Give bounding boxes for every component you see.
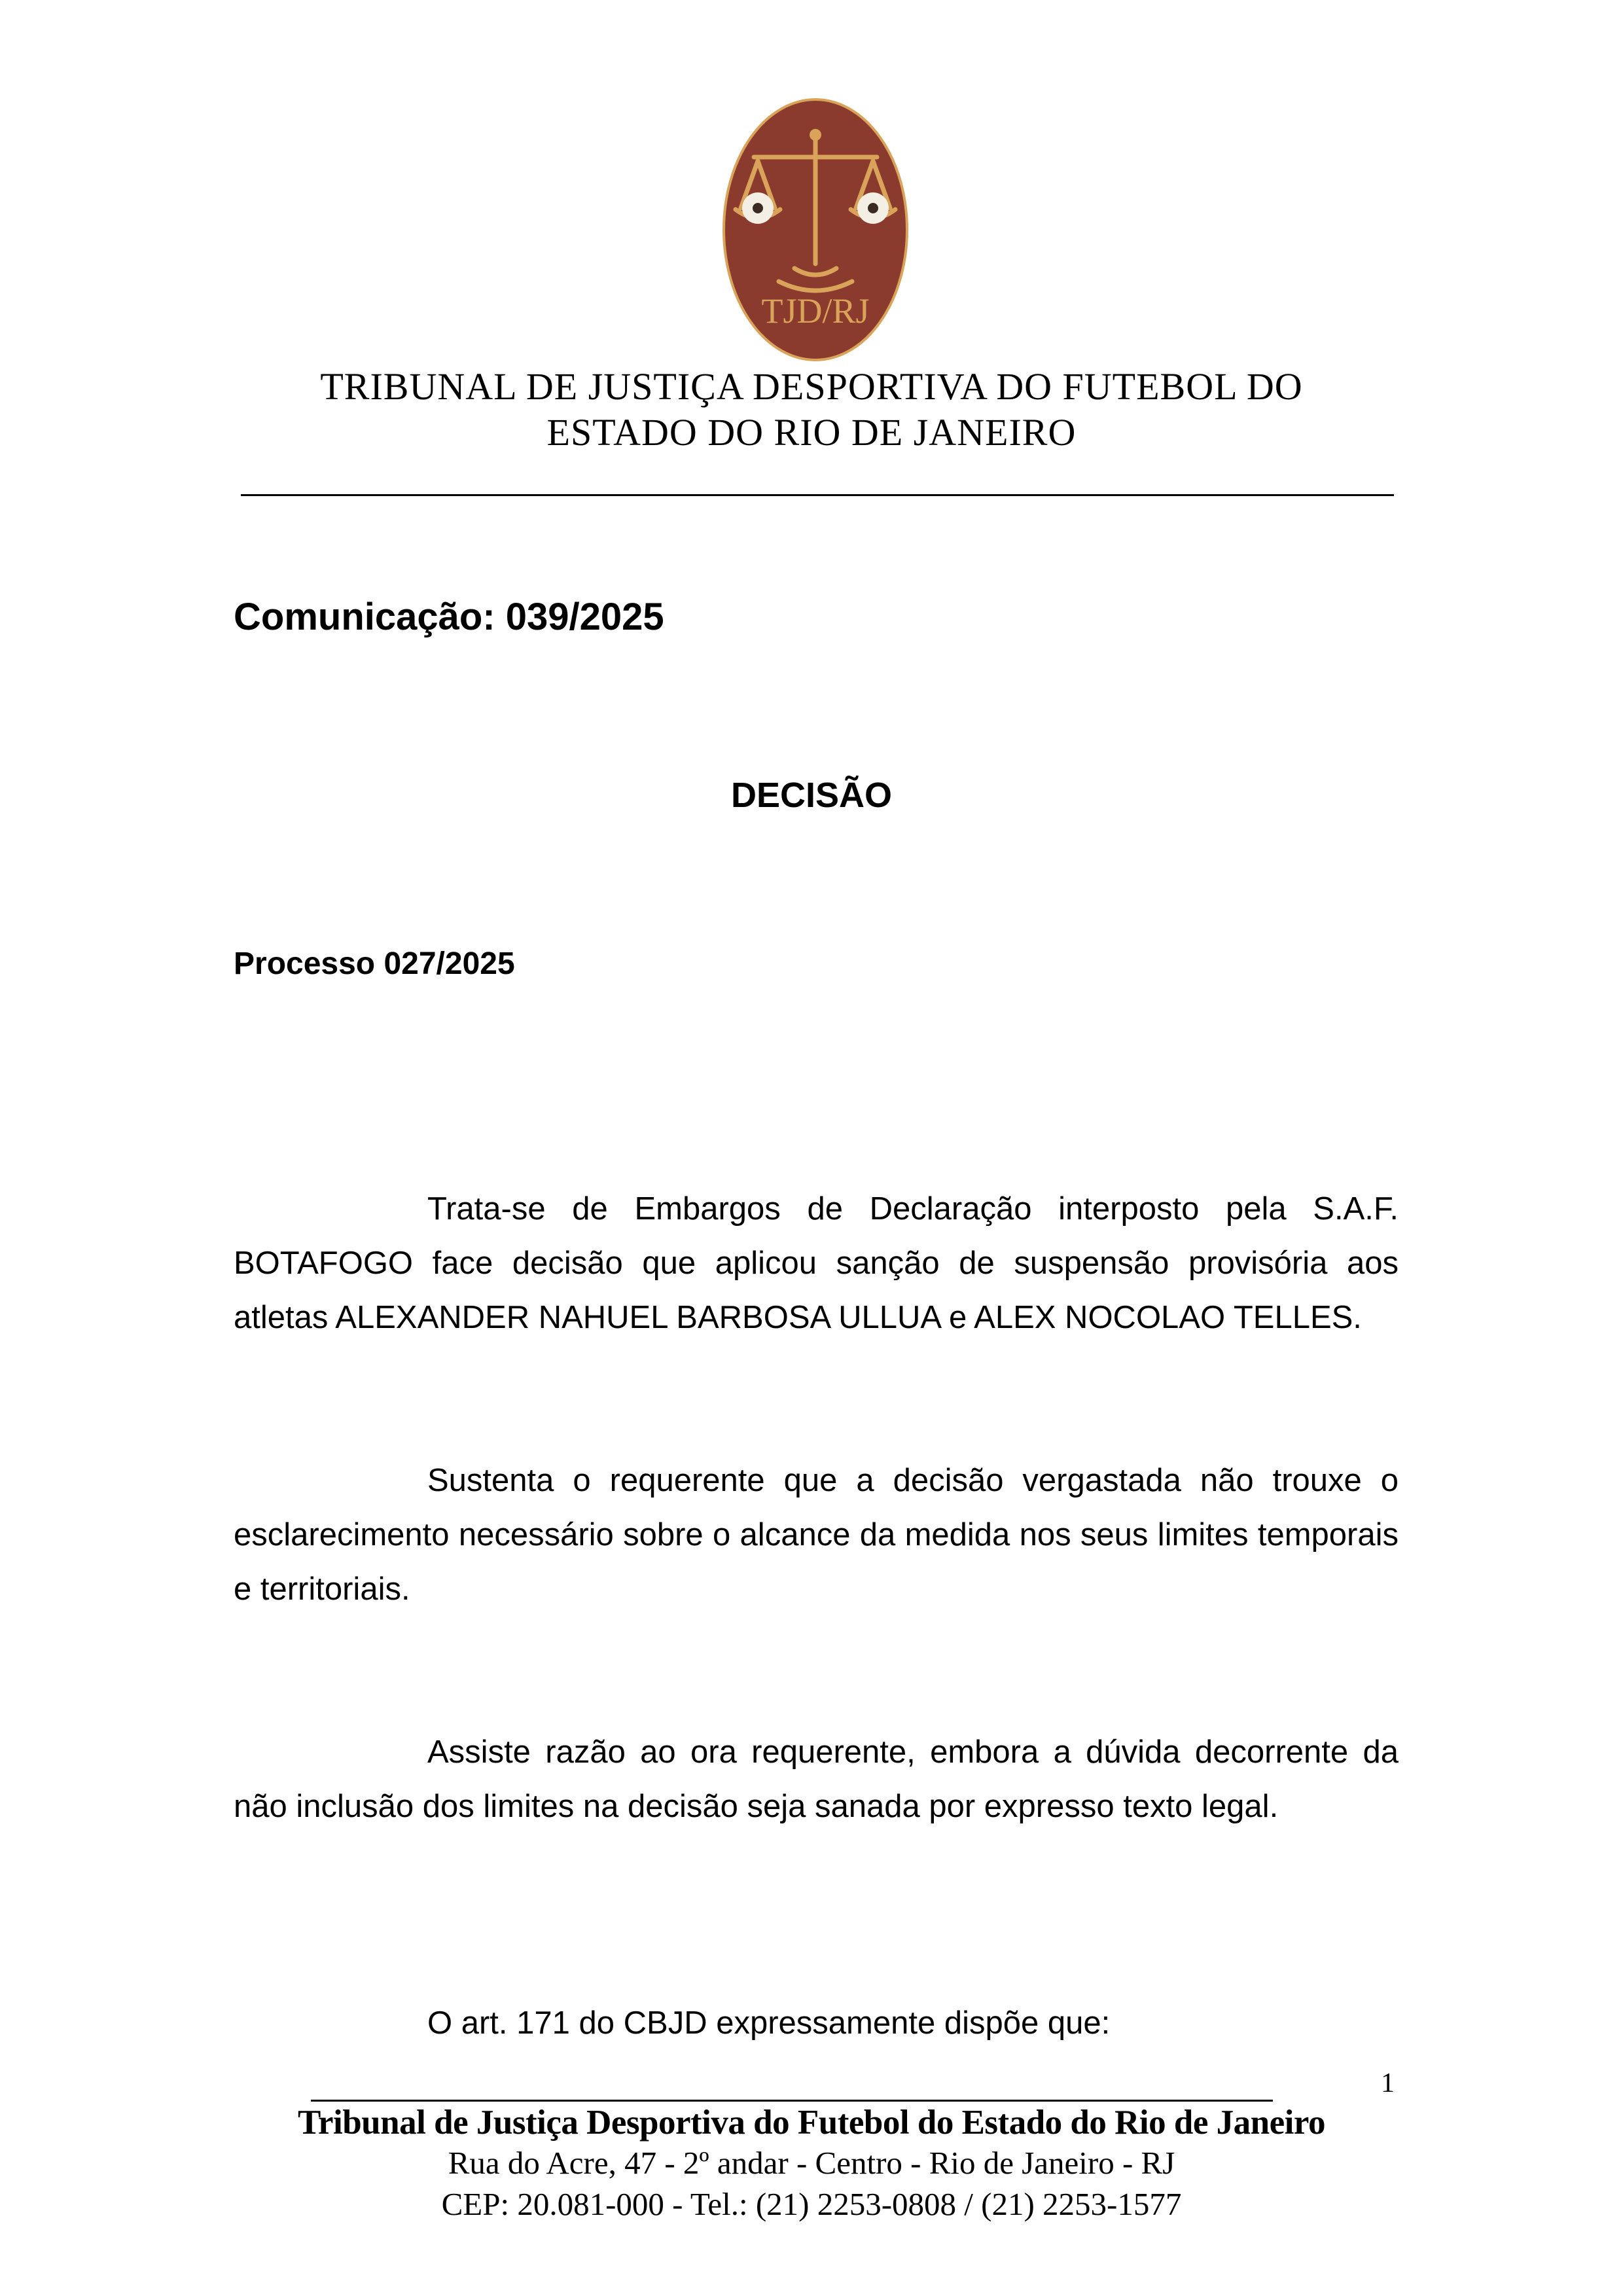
footer-contact: CEP: 20.081-000 - Tel.: (21) 2253-0808 / (21) 2253-1577 <box>441 2186 1182 2222</box>
page-number: 1 <box>1381 2068 1395 2098</box>
paragraph: Assiste razão ao ora requerente, embora a dúvida decorrente da não inclusão dos limites na decisão seja sanada por expresso texto legal. <box>234 1734 1399 1824</box>
footer-address: Rua do Acre, 47 - 2º andar - Centro - Rio de Janeiro - RJ <box>448 2145 1175 2181</box>
communication-number: Comunicação: 039/2025 <box>234 596 664 638</box>
paragraph: Sustenta o requerente que a decisão vergastada não trouxe o esclarecimento necessário sobre o alcance da medida nos seus limites temporais e territoriais. <box>234 1463 1399 1607</box>
header-title-line2: ESTADO DO RIO DE JANEIRO <box>546 411 1077 454</box>
decision-heading: DECISÃO <box>730 776 893 815</box>
tjdrj-logo <box>721 97 910 363</box>
header-divider <box>241 494 1394 496</box>
logo-text: TJD/RJ <box>761 291 870 331</box>
footer-divider <box>311 2100 1273 2102</box>
footer-org-name: Tribunal de Justiça Desportiva do Futebol do Estado do Rio de Janeiro <box>298 2104 1325 2142</box>
paragraph: Trata-se de Embargos de Declaração interposto pela S.A.F. BOTAFOGO face decisão que aplicou sanção de suspensão provisória aos atletas ALEXANDER NAHUEL BARBOSA ULLUA e ALEX NOCOLAO TELLES. <box>234 1191 1399 1335</box>
header-title-line1: TRIBUNAL DE JUSTIÇA DESPORTIVA DO FUTEBOL DO <box>320 365 1303 408</box>
paragraph: O art. 171 do CBJD expressamente dispõe que: <box>427 2005 1111 2041</box>
process-number: Processo 027/2025 <box>234 946 515 981</box>
